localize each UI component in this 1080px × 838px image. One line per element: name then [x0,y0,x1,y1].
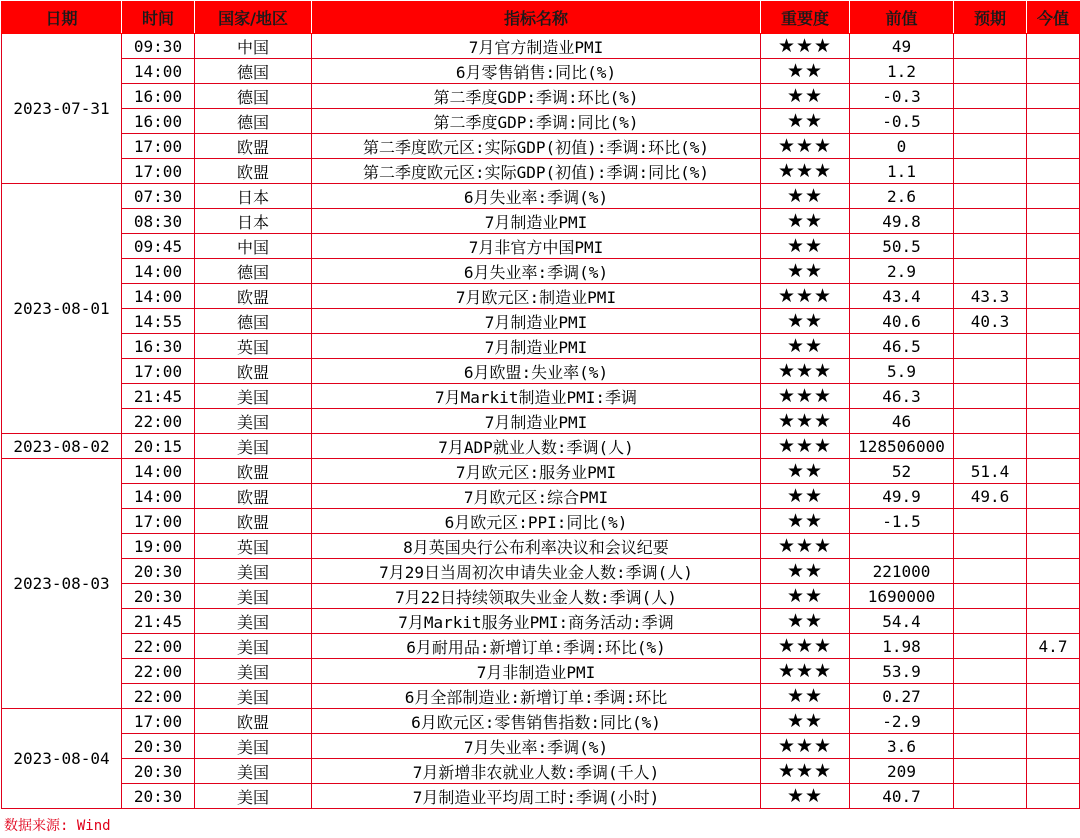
time-cell: 17:00 [122,159,195,184]
actual-value [1027,484,1080,509]
actual-value [1027,709,1080,734]
country-cell: 美国 [195,609,312,634]
actual-value [1027,559,1080,584]
time-cell: 17:00 [122,709,195,734]
importance-stars: ★★★ [761,434,850,459]
country-cell: 欧盟 [195,134,312,159]
previous-value: 53.9 [850,659,954,684]
previous-value: 1.1 [850,159,954,184]
indicator-cell: 7月Markit制造业PMI:季调 [312,384,761,409]
previous-value: 1.2 [850,59,954,84]
forecast-value [954,634,1027,659]
table-row [2,759,1080,784]
time-cell: 17:00 [122,509,195,534]
actual-value [1027,134,1080,159]
forecast-value [954,709,1027,734]
indicator-cell: 6月欧盟:失业率(%) [312,359,761,384]
previous-value: 2.6 [850,184,954,209]
date-cell: 2023-07-31 [2,34,122,184]
importance-stars: ★★★ [761,759,850,784]
indicator-cell: 6月全部制造业:新增订单:季调:环比 [312,684,761,709]
table-row [2,59,1080,84]
time-cell: 20:30 [122,584,195,609]
previous-value: 5.9 [850,359,954,384]
table-row [2,209,1080,234]
country-cell: 德国 [195,109,312,134]
indicator-cell: 7月制造业PMI [312,334,761,359]
forecast-value [954,359,1027,384]
actual-value [1027,309,1080,334]
table-row [2,684,1080,709]
forecast-value [954,409,1027,434]
previous-value: 1.98 [850,634,954,659]
country-cell: 英国 [195,534,312,559]
date-cell: 2023-08-01 [2,184,122,434]
importance-stars: ★★ [761,784,850,809]
header-previous: 前值 [850,2,954,34]
country-cell: 美国 [195,559,312,584]
time-cell: 21:45 [122,609,195,634]
importance-stars: ★★★ [761,409,850,434]
country-cell: 德国 [195,84,312,109]
country-cell: 英国 [195,334,312,359]
previous-value: -0.5 [850,109,954,134]
country-cell: 德国 [195,59,312,84]
previous-value: 221000 [850,559,954,584]
forecast-value [954,384,1027,409]
previous-value: -2.9 [850,709,954,734]
indicator-cell: 6月失业率:季调(%) [312,259,761,284]
country-cell: 美国 [195,684,312,709]
forecast-value [954,759,1027,784]
importance-stars: ★★ [761,509,850,534]
importance-stars: ★★ [761,109,850,134]
header-time: 时间 [122,2,195,34]
previous-value [850,534,954,559]
country-cell: 美国 [195,634,312,659]
importance-stars: ★★ [761,684,850,709]
country-cell: 美国 [195,434,312,459]
country-cell: 欧盟 [195,709,312,734]
actual-value [1027,534,1080,559]
time-cell: 17:00 [122,134,195,159]
table-row [2,709,1080,734]
table-row [2,609,1080,634]
time-cell: 09:30 [122,34,195,59]
table-row [2,134,1080,159]
actual-value [1027,259,1080,284]
previous-value: 49.8 [850,209,954,234]
forecast-value [954,34,1027,59]
table-row [2,159,1080,184]
forecast-value: 43.3 [954,284,1027,309]
data-source-note: 数据来源: Wind [4,818,111,834]
indicator-cell: 7月非制造业PMI [312,659,761,684]
time-cell: 08:30 [122,209,195,234]
table-row [2,84,1080,109]
time-cell: 17:00 [122,359,195,384]
actual-value [1027,684,1080,709]
actual-value [1027,84,1080,109]
previous-value: 0.27 [850,684,954,709]
time-cell: 22:00 [122,634,195,659]
indicator-cell: 7月制造业PMI [312,209,761,234]
importance-stars: ★★ [761,334,850,359]
country-cell: 德国 [195,259,312,284]
country-cell: 欧盟 [195,359,312,384]
importance-stars: ★★★ [761,634,850,659]
importance-stars: ★★★ [761,734,850,759]
time-cell: 20:30 [122,559,195,584]
indicator-cell: 7月失业率:季调(%) [312,734,761,759]
table-row [2,184,1080,209]
table-row [2,409,1080,434]
forecast-value [954,234,1027,259]
header-country: 国家/地区 [195,2,312,34]
previous-value: 128506000 [850,434,954,459]
country-cell: 美国 [195,384,312,409]
actual-value [1027,434,1080,459]
forecast-value [954,734,1027,759]
country-cell: 美国 [195,734,312,759]
table-row [2,634,1080,659]
indicator-cell: 7月制造业PMI [312,309,761,334]
forecast-value [954,434,1027,459]
importance-stars: ★★ [761,584,850,609]
indicator-cell: 7月欧元区:服务业PMI [312,459,761,484]
previous-value: 40.6 [850,309,954,334]
header-date: 日期 [2,2,122,34]
actual-value [1027,234,1080,259]
forecast-value [954,509,1027,534]
previous-value: 3.6 [850,734,954,759]
importance-stars: ★★ [761,59,850,84]
forecast-value [954,159,1027,184]
previous-value: 50.5 [850,234,954,259]
previous-value: 2.9 [850,259,954,284]
indicator-cell: 6月零售销售:同比(%) [312,59,761,84]
forecast-value [954,134,1027,159]
forecast-value [954,784,1027,809]
table-row [2,484,1080,509]
indicator-cell: 第二季度GDP:季调:环比(%) [312,84,761,109]
date-cell: 2023-08-02 [2,434,122,459]
header-row [2,2,1080,34]
time-cell: 14:00 [122,284,195,309]
actual-value [1027,359,1080,384]
country-cell: 德国 [195,309,312,334]
indicator-cell: 7月官方制造业PMI [312,34,761,59]
forecast-value [954,259,1027,284]
previous-value: 1690000 [850,584,954,609]
indicator-cell: 6月欧元区:零售销售指数:同比(%) [312,709,761,734]
country-cell: 日本 [195,184,312,209]
importance-stars: ★★★ [761,359,850,384]
time-cell: 19:00 [122,534,195,559]
previous-value: 209 [850,759,954,784]
table-row [2,559,1080,584]
table-row [2,509,1080,534]
indicator-cell: 7月欧元区:综合PMI [312,484,761,509]
importance-stars: ★★ [761,459,850,484]
forecast-value [954,59,1027,84]
table-row [2,584,1080,609]
time-cell: 20:15 [122,434,195,459]
country-cell: 欧盟 [195,459,312,484]
actual-value [1027,284,1080,309]
time-cell: 22:00 [122,684,195,709]
table-row [2,334,1080,359]
previous-value: 49 [850,34,954,59]
actual-value [1027,759,1080,784]
country-cell: 美国 [195,584,312,609]
table-row [2,109,1080,134]
time-cell: 20:30 [122,759,195,784]
calendar-table [1,1,1080,809]
forecast-value [954,584,1027,609]
indicator-cell: 7月制造业PMI [312,409,761,434]
previous-value: -0.3 [850,84,954,109]
forecast-value [954,209,1027,234]
previous-value: 52 [850,459,954,484]
table-row [2,434,1080,459]
forecast-value [954,659,1027,684]
importance-stars: ★★ [761,609,850,634]
actual-value [1027,734,1080,759]
forecast-value: 49.6 [954,484,1027,509]
time-cell: 22:00 [122,659,195,684]
forecast-value [954,559,1027,584]
country-cell: 日本 [195,209,312,234]
forecast-value: 40.3 [954,309,1027,334]
forecast-value [954,684,1027,709]
previous-value: 0 [850,134,954,159]
time-cell: 20:30 [122,784,195,809]
importance-stars: ★★ [761,709,850,734]
forecast-value [954,609,1027,634]
indicator-cell: 第二季度欧元区:实际GDP(初值):季调:环比(%) [312,134,761,159]
table-row [2,659,1080,684]
actual-value [1027,584,1080,609]
importance-stars: ★★ [761,259,850,284]
importance-stars: ★★ [761,484,850,509]
time-cell: 16:30 [122,334,195,359]
actual-value [1027,409,1080,434]
actual-value [1027,159,1080,184]
actual-value [1027,184,1080,209]
actual-value [1027,784,1080,809]
actual-value [1027,384,1080,409]
country-cell: 中国 [195,234,312,259]
table-row [2,259,1080,284]
forecast-value [954,184,1027,209]
table-row [2,234,1080,259]
forecast-value [954,84,1027,109]
actual-value [1027,609,1080,634]
time-cell: 14:55 [122,309,195,334]
country-cell: 欧盟 [195,159,312,184]
country-cell: 欧盟 [195,284,312,309]
date-cell: 2023-08-04 [2,709,122,809]
actual-value [1027,659,1080,684]
time-cell: 14:00 [122,259,195,284]
country-cell: 中国 [195,34,312,59]
importance-stars: ★★ [761,184,850,209]
indicator-cell: 7月ADP就业人数:季调(人) [312,434,761,459]
indicator-cell: 8月英国央行公布利率决议和会议纪要 [312,534,761,559]
time-cell: 14:00 [122,459,195,484]
indicator-cell: 第二季度欧元区:实际GDP(初值):季调:同比(%) [312,159,761,184]
previous-value: 43.4 [850,284,954,309]
table-row [2,34,1080,59]
indicator-cell: 6月耐用品:新增订单:季调:环比(%) [312,634,761,659]
importance-stars: ★★★ [761,534,850,559]
importance-stars: ★★ [761,84,850,109]
table-body [2,34,1080,809]
table-row [2,384,1080,409]
importance-stars: ★★★ [761,659,850,684]
importance-stars: ★★ [761,559,850,584]
time-cell: 20:30 [122,734,195,759]
actual-value [1027,59,1080,84]
table-row [2,734,1080,759]
importance-stars: ★★★ [761,284,850,309]
table-row [2,309,1080,334]
forecast-value: 51.4 [954,459,1027,484]
actual-value [1027,459,1080,484]
time-cell: 21:45 [122,384,195,409]
actual-value: 4.7 [1027,634,1080,659]
actual-value [1027,334,1080,359]
indicator-cell: 7月22日持续领取失业金人数:季调(人) [312,584,761,609]
table-row [2,534,1080,559]
header-forecast: 预期 [954,2,1027,34]
indicator-cell: 6月失业率:季调(%) [312,184,761,209]
previous-value: 46 [850,409,954,434]
time-cell: 16:00 [122,84,195,109]
country-cell: 美国 [195,659,312,684]
previous-value: 40.7 [850,784,954,809]
indicator-cell: 第二季度GDP:季调:同比(%) [312,109,761,134]
table-row [2,284,1080,309]
indicator-cell: 6月欧元区:PPI:同比(%) [312,509,761,534]
time-cell: 07:30 [122,184,195,209]
indicator-cell: 7月29日当周初次申请失业金人数:季调(人) [312,559,761,584]
country-cell: 美国 [195,784,312,809]
previous-value: 54.4 [850,609,954,634]
header-indicator: 指标名称 [312,2,761,34]
time-cell: 22:00 [122,409,195,434]
country-cell: 美国 [195,409,312,434]
forecast-value [954,334,1027,359]
importance-stars: ★★★ [761,134,850,159]
indicator-cell: 7月制造业平均周工时:季调(小时) [312,784,761,809]
actual-value [1027,34,1080,59]
indicator-cell: 7月非官方中国PMI [312,234,761,259]
actual-value [1027,109,1080,134]
importance-stars: ★★ [761,209,850,234]
importance-stars: ★★★ [761,159,850,184]
table-row [2,359,1080,384]
forecast-value [954,109,1027,134]
country-cell: 欧盟 [195,484,312,509]
country-cell: 美国 [195,759,312,784]
previous-value: -1.5 [850,509,954,534]
indicator-cell: 7月欧元区:制造业PMI [312,284,761,309]
importance-stars: ★★ [761,234,850,259]
importance-stars: ★★★ [761,34,850,59]
actual-value [1027,209,1080,234]
previous-value: 46.3 [850,384,954,409]
actual-value [1027,509,1080,534]
indicator-cell: 7月Markit服务业PMI:商务活动:季调 [312,609,761,634]
date-cell: 2023-08-03 [2,459,122,709]
time-cell: 16:00 [122,109,195,134]
country-cell: 欧盟 [195,509,312,534]
forecast-value [954,534,1027,559]
time-cell: 09:45 [122,234,195,259]
previous-value: 46.5 [850,334,954,359]
header-actual: 今值 [1027,2,1080,34]
previous-value: 49.9 [850,484,954,509]
importance-stars: ★★ [761,309,850,334]
time-cell: 14:00 [122,59,195,84]
table-row [2,459,1080,484]
importance-stars: ★★★ [761,384,850,409]
time-cell: 14:00 [122,484,195,509]
indicator-cell: 7月新增非农就业人数:季调(千人) [312,759,761,784]
header-importance: 重要度 [761,2,850,34]
table-row [2,784,1080,809]
